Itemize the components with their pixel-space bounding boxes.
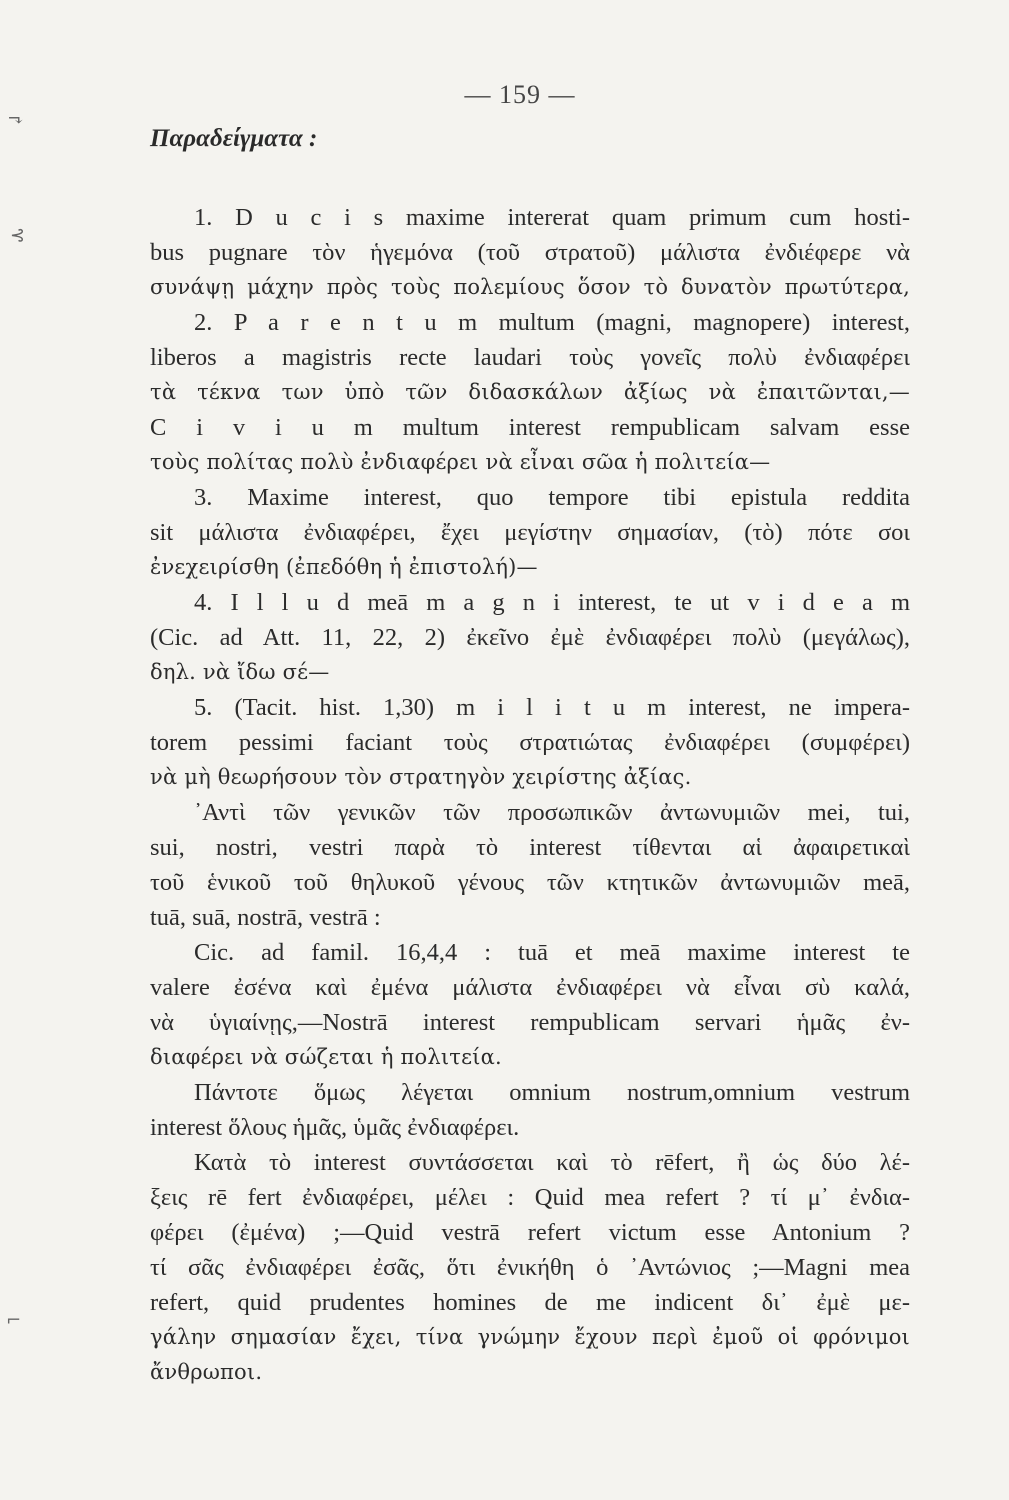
text-line: νὰ ὑγιαίνῃς,—Nostrā interest rempublicam servari ἡμᾶς ἐν- [150,1009,910,1036]
text-line: τί σᾶς ἐνδιαφέρει ἐσᾶς, ὅτι ἐνικήθη ὁ ᾿Αντώνιος ;—Magni mea [150,1254,910,1281]
section-heading: Παραδείγματα : [150,125,318,152]
text-line: 3. Maxime interest, quo tempore tibi epistula reddita [194,484,910,511]
text-line: Κατὰ τὸ interest συντάσσεται καὶ τὸ rēfert, ἢ ὡς δύο λέ- [194,1149,910,1176]
text-line: valere ἐσένα καὶ ἐμένα μάλιστα ἐνδιαφέρει νὰ εἶναι σὺ καλά, [150,974,910,1001]
margin-mark-mid: ⊰ [10,225,26,246]
text-line: torem pessimi faciant τοὺς στρατιώτας ἐνδιαφέρει (συμφέρει) [150,729,910,756]
text-line: συνάψῃ μάχην πρὸς τοὺς πολεμίους ὅσον τὸ δυνατὸν πρωτύτερα, [150,275,910,299]
text-line: 2. P a r e n t u m multum (magni, magnopere) interest, [194,309,910,336]
text-line: Πάντοτε ὅμως λέγεται omnium nostrum,omnium vestrum [194,1079,910,1106]
text-line: interest ὅλους ἡμᾶς, ὑμᾶς ἐνδιαφέρει. [150,1114,520,1141]
text-line: sit μάλιστα ἐνδιαφέρει, ἔχει μεγίστην σημασίαν, (τὸ) πότε σοι [150,519,910,546]
text-line: φέρει (ἐμένα) ;—Quid vestrā refert victum esse Antonium ? [150,1219,910,1246]
text-line: τὰ τέκνα των ὑπὸ τῶν διδασκάλων ἀξίως νὰ ἐπαιτῶνται,— [150,380,910,404]
body-text [150,200,910,1390]
text-line: sui, nostri, vestri παρὰ τὸ interest τίθενται αἱ ἀφαιρετικαὶ [150,834,910,861]
text-line: δηλ. νὰ ἴδω σέ— [150,660,330,684]
text-line: refert, quid prudentes homines de me indicent δι᾿ ἐμὲ με- [150,1289,910,1316]
text-line: τοὺς πολίτας πολὺ ἐνδιαφέρει νὰ εἶναι σῶα ἡ πολιτεία— [150,450,771,474]
text-line: 1. D u c i s maxime intererat quam primum cum hosti- [194,204,910,231]
text-line: liberos a magistris recte laudari τοὺς γονεῖς πολὺ ἐνδιαφέρει [150,344,910,371]
text-line: Cic. ad famil. 16,4,4 : tuā et meā maxime interest te [194,939,910,966]
margin-mark-low: ⌐ [6,1310,22,1331]
text-line: τοῦ ἑνικοῦ τοῦ θηλυκοῦ γένους τῶν κτητικῶν ἀντωνυμιῶν meā, [150,869,910,896]
text-line: tuā, suā, nostrā, vestrā : [150,904,381,931]
text-line: (Cic. ad Att. 11, 22, 2) ἐκεῖνο ἐμὲ ἐνδιαφέρει πολὺ (μεγάλως), [150,624,910,651]
text-line: γάλην σημασίαν ἔχει, τίνα γνώμην ἔχουν περὶ ἐμοῦ οἱ φρόνιμοι [150,1325,910,1349]
text-line: 5. (Tacit. hist. 1,30) m i l i t u m interest, ne impera- [194,694,910,721]
text-line: διαφέρει νὰ σώζεται ἡ πολιτεία. [150,1045,502,1069]
text-line: 4. I l l u d meā m a g n i interest, te ut v i d e a m [194,589,910,616]
text-line: bus pugnare τὸν ἡγεμόνα (τοῦ στρατοῦ) μάλιστα ἐνδιέφερε νὰ [150,239,910,266]
text-line: C i v i u m multum interest rempublicam salvam esse [150,414,910,441]
text-line: ᾿Αντὶ τῶν γενικῶν τῶν προσωπικῶν ἀντωνυμιῶν mei, tui, [194,799,910,826]
text-line: ἄνθρωποι. [150,1360,263,1384]
text-line: ξεις rē fert ἐνδιαφέρει, μέλει : Quid mea refert ? τί μ᾿ ἐνδια- [150,1184,910,1211]
page-number: — 159 — [464,80,576,109]
margin-mark-top: ⬎ [8,110,24,131]
text-line: ἐνεχειρίσθη (ἐπεδόθη ἡ ἐπιστολή)— [150,555,538,579]
text-line: νὰ μὴ θεωρήσουν τὸν στρατηγὸν χειρίστης ἀξίας. [150,765,692,789]
